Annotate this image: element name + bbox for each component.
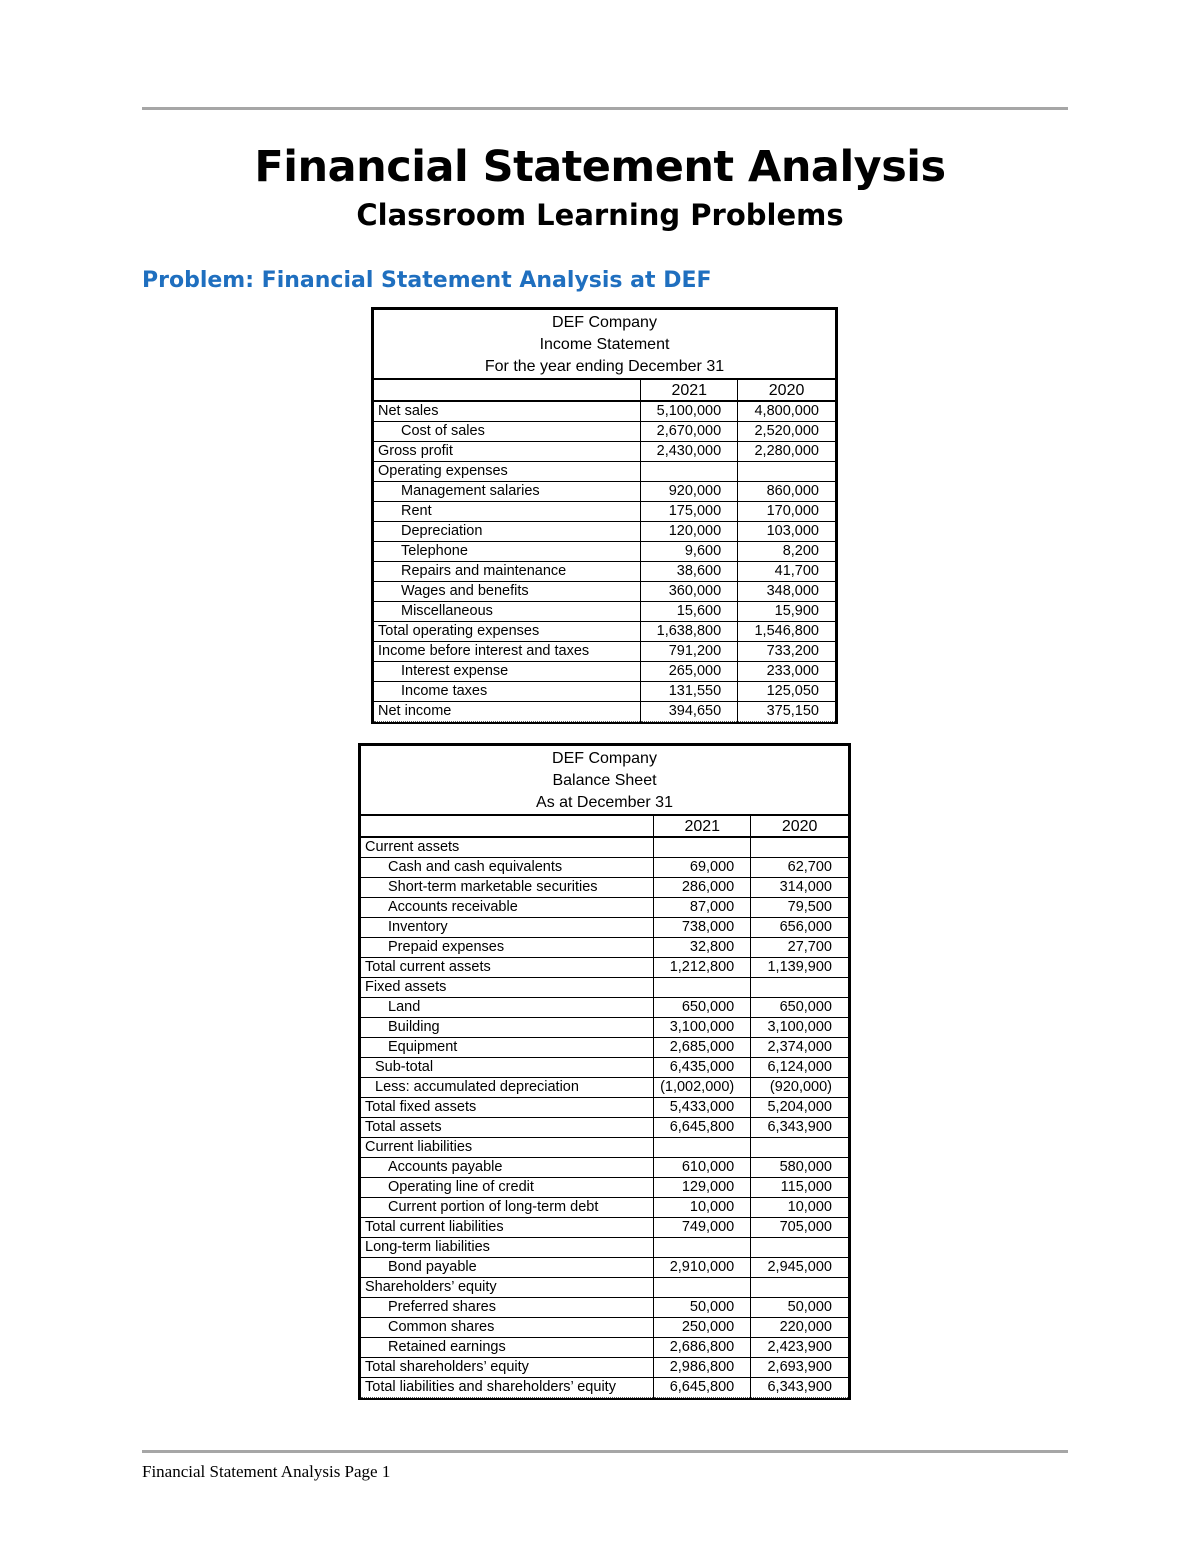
income-value-2021: 265,000 [641,662,738,682]
balance-value-2021 [654,1138,751,1158]
balance-value-2020: 656,000 [751,918,849,938]
balance-row-label: Total current liabilities [361,1218,654,1238]
balance-value-2020: 1,139,900 [751,958,849,978]
balance-row-label: Operating line of credit [361,1178,654,1198]
balance-row-label: Accounts receivable [361,898,654,918]
income-row-label: Depreciation [374,522,641,542]
balance-value-2021: 2,686,800 [654,1338,751,1358]
balance-value-2020: 220,000 [751,1318,849,1338]
balance-row-label: Shareholders’ equity [361,1278,654,1298]
balance-value-2021: 610,000 [654,1158,751,1178]
balance-row [361,1018,849,1038]
balance-value-2020: 115,000 [751,1178,849,1198]
income-value-2020: 348,000 [738,582,836,602]
balance-row-label: Retained earnings [361,1338,654,1358]
balance-value-2021: 69,000 [654,858,751,878]
balance-row-label: Total assets [361,1118,654,1138]
balance-row [361,1078,849,1098]
balance-value-2021: 738,000 [654,918,751,938]
income-statement-name: Income Statement [539,336,670,353]
income-row [374,642,836,662]
income-value-2020: 103,000 [738,522,836,542]
income-row [374,622,836,642]
income-value-2021: 15,600 [641,602,738,622]
income-value-2020: 4,800,000 [738,401,836,422]
balance-row-label: Current assets [361,837,654,858]
balance-row-label: Fixed assets [361,978,654,998]
balance-row-label: Total current assets [361,958,654,978]
balance-row-label: Building [361,1018,654,1038]
balance-value-2020: 2,693,900 [751,1358,849,1378]
balance-row-label: Land [361,998,654,1018]
balance-row [361,1358,849,1378]
balance-year-2020: 2020 [751,815,849,837]
balance-value-2021 [654,837,751,858]
balance-value-2021: 2,910,000 [654,1258,751,1278]
balance-row [361,1298,849,1318]
balance-value-2021: 32,800 [654,938,751,958]
document-title: Financial Statement Analysis [254,142,946,192]
income-row-label: Income before interest and taxes [374,642,641,662]
balance-value-2021: 5,433,000 [654,1098,751,1118]
page-footer: Financial Statement Analysis Page 1 [142,1462,391,1481]
balance-row [361,1338,849,1358]
balance-value-2021 [654,1278,751,1298]
balance-company-name: DEF Company [552,750,657,767]
income-row-label: Income taxes [374,682,641,702]
income-row [374,562,836,582]
balance-row-label: Accounts payable [361,1158,654,1178]
balance-row-label: Bond payable [361,1258,654,1278]
income-row [374,482,836,502]
balance-value-2021: (1,002,000) [654,1078,751,1098]
balance-year-label-cell [361,815,654,837]
balance-value-2021: 50,000 [654,1298,751,1318]
income-value-2020: 733,200 [738,642,836,662]
balance-value-2020: 580,000 [751,1158,849,1178]
problem-heading: Problem: Financial Statement Analysis at DEF [142,268,712,293]
balance-year-2021: 2021 [654,815,751,837]
income-row [374,702,836,722]
income-value-2021: 360,000 [641,582,738,602]
income-row [374,682,836,702]
balance-row [361,1038,849,1058]
income-row [374,401,836,422]
bottom-rule [142,1450,1068,1453]
balance-row-label: Cash and cash equivalents [361,858,654,878]
income-value-2021: 5,100,000 [641,401,738,422]
income-value-2021: 920,000 [641,482,738,502]
balance-value-2020: 62,700 [751,858,849,878]
income-row [374,582,836,602]
balance-value-2020 [751,1278,849,1298]
balance-value-2020: 10,000 [751,1198,849,1218]
balance-value-2021: 129,000 [654,1178,751,1198]
balance-row [361,1258,849,1278]
balance-value-2020: 2,945,000 [751,1258,849,1278]
balance-row-label: Equipment [361,1038,654,1058]
balance-sheet-table [360,745,849,1398]
document-subtitle: Classroom Learning Problems [356,198,844,232]
income-value-2021: 394,650 [641,702,738,722]
income-year-label-cell [374,379,641,401]
balance-value-2021: 87,000 [654,898,751,918]
balance-value-2020: 6,124,000 [751,1058,849,1078]
balance-row [361,878,849,898]
income-value-2020: 2,280,000 [738,442,836,462]
balance-value-2021: 6,435,000 [654,1058,751,1078]
income-value-2020: 375,150 [738,702,836,722]
balance-value-2020: 2,374,000 [751,1038,849,1058]
income-value-2020: 1,546,800 [738,622,836,642]
income-value-2020: 15,900 [738,602,836,622]
balance-value-2020 [751,837,849,858]
balance-value-2021: 6,645,800 [654,1378,751,1398]
balance-row [361,978,849,998]
balance-value-2021: 250,000 [654,1318,751,1338]
balance-value-2021: 286,000 [654,878,751,898]
balance-row-label: Inventory [361,918,654,938]
balance-row-label: Common shares [361,1318,654,1338]
income-value-2021: 1,638,800 [641,622,738,642]
income-period: For the year ending December 31 [484,358,725,375]
balance-row [361,938,849,958]
balance-row [361,998,849,1018]
balance-row [361,1098,849,1118]
balance-row [361,898,849,918]
income-row-label: Miscellaneous [374,602,641,622]
income-row [374,522,836,542]
balance-value-2020: 6,343,900 [751,1118,849,1138]
balance-row-label: Sub-total [361,1058,654,1078]
income-row-label: Rent [374,502,641,522]
balance-value-2021: 6,645,800 [654,1118,751,1138]
balance-value-2020 [751,978,849,998]
income-value-2021: 2,430,000 [641,442,738,462]
balance-value-2020: 705,000 [751,1218,849,1238]
income-row [374,542,836,562]
balance-row [361,858,849,878]
income-row [374,602,836,622]
income-value-2021: 131,550 [641,682,738,702]
income-row [374,442,836,462]
balance-row-label: Total fixed assets [361,1098,654,1118]
balance-value-2021: 10,000 [654,1198,751,1218]
income-value-2020: 41,700 [738,562,836,582]
income-row-label: Net sales [374,401,641,422]
balance-row [361,1378,849,1398]
balance-row [361,1158,849,1178]
income-row-label: Management salaries [374,482,641,502]
balance-row [361,1318,849,1338]
income-row-label: Cost of sales [374,422,641,442]
income-statement-table [373,309,836,722]
income-row [374,502,836,522]
balance-row [361,1178,849,1198]
income-row [374,462,836,482]
income-value-2020: 8,200 [738,542,836,562]
income-value-2020: 860,000 [738,482,836,502]
balance-row [361,1058,849,1078]
income-company-name: DEF Company [552,314,657,331]
income-row-label: Gross profit [374,442,641,462]
balance-value-2021: 1,212,800 [654,958,751,978]
income-row [374,422,836,442]
balance-row-label: Preferred shares [361,1298,654,1318]
income-row-label: Wages and benefits [374,582,641,602]
balance-value-2021 [654,978,751,998]
income-value-2020: 170,000 [738,502,836,522]
balance-value-2021 [654,1238,751,1258]
income-row-label: Telephone [374,542,641,562]
income-value-2020 [738,462,836,482]
income-value-2021: 175,000 [641,502,738,522]
balance-row [361,1238,849,1258]
income-statement-header [374,310,836,380]
income-value-2021 [641,462,738,482]
balance-value-2020: (920,000) [751,1078,849,1098]
income-value-2021: 9,600 [641,542,738,562]
balance-period: As at December 31 [536,794,673,811]
balance-row [361,1138,849,1158]
income-value-2021: 38,600 [641,562,738,582]
income-row [374,662,836,682]
top-rule [142,107,1068,110]
balance-value-2020 [751,1238,849,1258]
balance-row [361,1278,849,1298]
balance-row [361,1118,849,1138]
income-year-2021: 2021 [641,379,738,401]
income-row-label: Interest expense [374,662,641,682]
balance-row-label: Total liabilities and shareholders’ equity [361,1378,654,1398]
balance-row-label: Long-term liabilities [361,1238,654,1258]
balance-value-2020: 50,000 [751,1298,849,1318]
balance-value-2020: 2,423,900 [751,1338,849,1358]
income-year-2020: 2020 [738,379,836,401]
balance-row-label: Less: accumulated depreciation [361,1078,654,1098]
balance-row-label: Current liabilities [361,1138,654,1158]
balance-value-2020: 650,000 [751,998,849,1018]
income-value-2021: 791,200 [641,642,738,662]
balance-value-2020: 79,500 [751,898,849,918]
balance-row [361,958,849,978]
income-row-label: Operating expenses [374,462,641,482]
balance-row-label: Prepaid expenses [361,938,654,958]
balance-row [361,918,849,938]
income-row-label: Net income [374,702,641,722]
balance-value-2020: 314,000 [751,878,849,898]
income-value-2020: 125,050 [738,682,836,702]
balance-statement-name: Balance Sheet [552,772,657,789]
balance-row [361,1218,849,1238]
balance-row [361,1198,849,1218]
balance-value-2020: 6,343,900 [751,1378,849,1398]
balance-value-2020: 5,204,000 [751,1098,849,1118]
balance-value-2021: 2,685,000 [654,1038,751,1058]
balance-row [361,837,849,858]
income-row-label: Total operating expenses [374,622,641,642]
balance-value-2021: 650,000 [654,998,751,1018]
balance-value-2020: 27,700 [751,938,849,958]
income-value-2021: 120,000 [641,522,738,542]
income-value-2021: 2,670,000 [641,422,738,442]
balance-sheet-header [361,746,849,816]
balance-row-label: Current portion of long-term debt [361,1198,654,1218]
balance-row-label: Short-term marketable securities [361,878,654,898]
income-value-2020: 233,000 [738,662,836,682]
balance-value-2021: 3,100,000 [654,1018,751,1038]
balance-value-2021: 749,000 [654,1218,751,1238]
income-row-label: Repairs and maintenance [374,562,641,582]
balance-value-2020: 3,100,000 [751,1018,849,1038]
balance-row-label: Total shareholders’ equity [361,1358,654,1378]
income-value-2020: 2,520,000 [738,422,836,442]
balance-value-2020 [751,1138,849,1158]
balance-value-2021: 2,986,800 [654,1358,751,1378]
